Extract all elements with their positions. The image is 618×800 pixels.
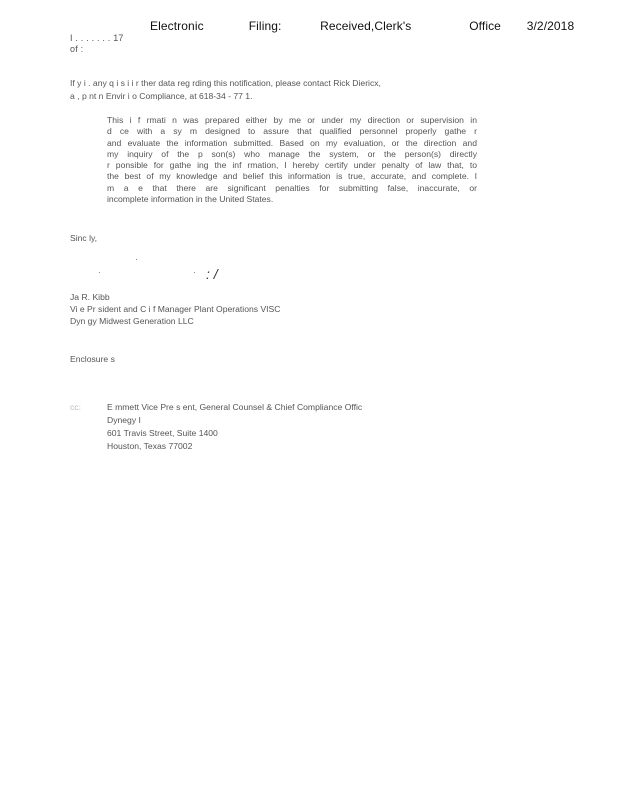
scan-speck (194, 272, 195, 273)
certification-line: r ponsible for gathe ing the inf rmation, I hereby certify under penalty of law that, to (107, 160, 477, 171)
signer-company: Dyn gy Midwest Generation LLC (70, 316, 194, 326)
certification-line: incomplete information in the United States. (107, 194, 274, 205)
signer-title: Vi e Pr sident and C i f Manager Plant Operations VISC (70, 304, 281, 314)
certification-line: my inquiry of the p son(s) who manage the system, or the person(s) directly (107, 148, 477, 159)
scan-speck (136, 259, 137, 260)
cc-line-1: E mmett Vice Pre s ent, General Counsel & Chief Compliance Offic (107, 402, 363, 412)
scan-speck (99, 272, 100, 273)
header-page-line: I . . . . . . . 17 (70, 33, 124, 43)
stamp-word-filing: Filing: (248, 19, 282, 33)
stamp-date: 3/2/2018 (526, 19, 575, 33)
certification-line: and evaluate the information submitted. Based on my evaluation, or the direction and (107, 137, 477, 148)
stamp-word-office: Office (469, 19, 501, 33)
signer-name: Ja R. Kibb (70, 292, 110, 302)
contact-line-1: If y i . any q i s i i r ther data reg rding this notification, please contact Rick Diericx, (70, 78, 381, 88)
cc-line-4: Houston, Texas 77002 (107, 441, 193, 451)
certification-line: This i f rmati n was prepared either by me or under my direction or supervision in (107, 115, 477, 125)
contact-line-2: a , p nt n Envir i o Compliance, at 618-34 - 77 1. (70, 91, 253, 101)
stamp-word-received: Received,Clerk's (320, 19, 412, 33)
certification-line: the best of my knowledge and belief this information is true, accurate, and complete. I (107, 171, 477, 182)
header-page-of: of : (70, 44, 84, 54)
signature-mark: : / (206, 266, 218, 282)
cc-label: cc: (70, 402, 81, 412)
electronic-filing-stamp (150, 19, 574, 33)
enclosure-label: Enclosure s (70, 354, 115, 364)
certification-paragraph (107, 115, 477, 205)
salutation: Sinc ly, (70, 233, 98, 243)
certification-line: m a e that there are significant penalties for submitting false, inaccurate, or (107, 182, 477, 193)
cc-line-3: 601 Travis Street, Suite 1400 (107, 428, 218, 438)
cc-line-2: Dynegy I (107, 415, 141, 425)
stamp-word-electronic: Electronic (150, 19, 204, 33)
certification-line: d ce with a sy m designed to assure that qualified personnel properly gathe r (107, 126, 477, 137)
